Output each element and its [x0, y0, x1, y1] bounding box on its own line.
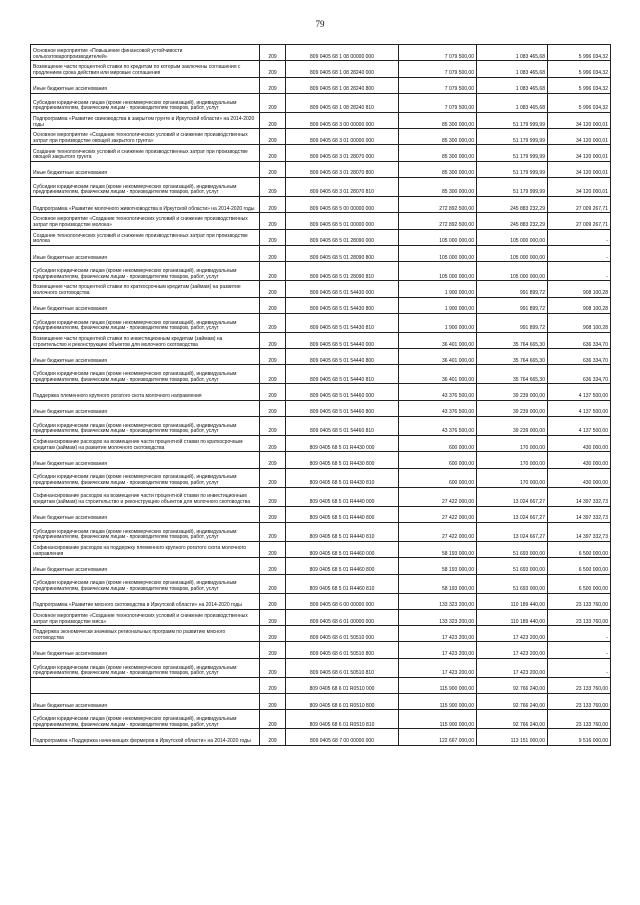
row-plan-amount-cell: 58 193 000,00 — [399, 574, 477, 593]
row-budget-code-cell: 809 0405 68 1 08 00000 000 — [286, 45, 399, 61]
row-fact-amount-cell: 17 423 200,00 — [477, 642, 548, 658]
row-name-cell — [31, 677, 260, 693]
row-remainder-amount-cell: 34 120 000,01 — [548, 161, 611, 177]
row-name-cell: Субсидии юридическим лицам (кроме некоммерческих организаций), индивидуальным предпринимателям, физическим лицам - производителям товаров, работ, услуг — [31, 468, 260, 487]
row-budget-code-cell: 809 0405 68 5 01 54430 810 — [286, 313, 399, 332]
row-remainder-amount-cell: 430 000,00 — [548, 436, 611, 452]
row-remainder-amount-cell: 27 009 267,71 — [548, 213, 611, 229]
row-ministry-code-cell: 209 — [260, 61, 286, 77]
row-name-cell: Иные бюджетные ассигнования — [31, 400, 260, 416]
row-plan-amount-cell: 1 900 000,00 — [399, 281, 477, 297]
row-plan-amount-cell: 105 000 000,00 — [399, 245, 477, 261]
row-fact-amount-cell: 991 899,72 — [477, 297, 548, 313]
row-remainder-amount-cell: 636 334,70 — [548, 349, 611, 365]
table-row — [31, 262, 611, 281]
table-row — [31, 694, 611, 710]
row-fact-amount-cell: 113 151 000,00 — [477, 729, 548, 745]
row-budget-code-cell: 809 0405 68 5 01 00000 000 — [286, 213, 399, 229]
row-ministry-code-cell: 209 — [260, 229, 286, 245]
row-ministry-code-cell: 209 — [260, 365, 286, 384]
row-ministry-code-cell: 209 — [260, 522, 286, 541]
row-remainder-amount-cell: 636 334,70 — [548, 332, 611, 348]
row-ministry-code-cell: 209 — [260, 384, 286, 400]
row-plan-amount-cell: 36 401 000,00 — [399, 365, 477, 384]
row-fact-amount-cell: 245 883 232,29 — [477, 213, 548, 229]
row-ministry-code-cell: 209 — [260, 45, 286, 61]
table-row — [31, 710, 611, 729]
row-ministry-code-cell: 209 — [260, 77, 286, 93]
table-row — [31, 77, 611, 93]
row-budget-code-cell: 809 0405 68 5 01 R4460 000 — [286, 541, 399, 557]
row-ministry-code-cell: 209 — [260, 574, 286, 593]
row-remainder-amount-cell: 34 120 000,01 — [548, 112, 611, 128]
table-row — [31, 129, 611, 145]
row-budget-code-cell: 809 0405 68 3 01 28070 800 — [286, 161, 399, 177]
page-number: 79 — [315, 19, 325, 29]
row-ministry-code-cell: 209 — [260, 145, 286, 161]
row-plan-amount-cell: 27 422 000,00 — [399, 487, 477, 506]
row-plan-amount-cell: 17 423 200,00 — [399, 626, 477, 642]
row-name-cell: Основное мероприятие «Повышение финансовой устойчивости сельхозтоваропроизводителей» — [31, 45, 260, 61]
row-plan-amount-cell: 27 422 000,00 — [399, 522, 477, 541]
table-row — [31, 506, 611, 522]
row-name-cell: Субсидии юридическим лицам (кроме некоммерческих организаций), индивидуальным предпринимателям, физическим лицам - производителям товаров, работ, услуг — [31, 313, 260, 332]
row-budget-code-cell: 809 0405 68 5 01 R4430 800 — [286, 452, 399, 468]
row-name-cell: Иные бюджетные ассигнования — [31, 452, 260, 468]
table-row — [31, 332, 611, 348]
row-name-cell: Софинансирование расходов на возмещение части процентной ставки по краткосрочным кредитам (займам) на развитие молочного скотоводства — [31, 436, 260, 452]
row-fact-amount-cell: 51 693 000,00 — [477, 558, 548, 574]
row-fact-amount-cell: 1 083 465,68 — [477, 77, 548, 93]
row-budget-code-cell: 809 0405 68 1 08 28240 810 — [286, 93, 399, 112]
row-fact-amount-cell: 51 693 000,00 — [477, 574, 548, 593]
table-row — [31, 281, 611, 297]
row-plan-amount-cell: 600 000,00 — [399, 436, 477, 452]
budget-execution-table — [30, 44, 611, 746]
table-row — [31, 349, 611, 365]
row-name-cell: Иные бюджетные ассигнования — [31, 245, 260, 261]
row-remainder-amount-cell: 27 009 267,71 — [548, 197, 611, 213]
row-budget-code-cell: 809 0405 68 5 01 R4430 000 — [286, 436, 399, 452]
row-budget-code-cell: 809 0405 68 6 01 R0510 000 — [286, 677, 399, 693]
row-fact-amount-cell: 51 179 999,99 — [477, 161, 548, 177]
row-remainder-amount-cell: - — [548, 262, 611, 281]
row-plan-amount-cell: 58 193 000,00 — [399, 541, 477, 557]
row-budget-code-cell: 809 0405 68 7 00 00000 000 — [286, 729, 399, 745]
row-plan-amount-cell: 1 900 000,00 — [399, 313, 477, 332]
row-name-cell: Возмещение части процентной ставки по кредитам по которым заключены соглашения с продлением срока действия или мировые соглашения — [31, 61, 260, 77]
row-fact-amount-cell: 39 239 000,00 — [477, 400, 548, 416]
row-name-cell: Основное мероприятие «Создание технологических условий и снижение производственных затрат при производстве мяса» — [31, 609, 260, 625]
row-ministry-code-cell: 209 — [260, 487, 286, 506]
row-remainder-amount-cell: 23 133 760,00 — [548, 593, 611, 609]
row-name-cell: Подпрограмма «Развитие мясного скотоводства в Иркутской области» на 2014-2020 годы — [31, 593, 260, 609]
row-remainder-amount-cell: - — [548, 245, 611, 261]
row-name-cell: Субсидии юридическим лицам (кроме некоммерческих организаций), индивидуальным предпринимателям, физическим лицам - производителям товаров, работ, услуг — [31, 658, 260, 677]
row-fact-amount-cell: 170 000,00 — [477, 436, 548, 452]
row-ministry-code-cell: 209 — [260, 658, 286, 677]
row-fact-amount-cell: 110 189 440,00 — [477, 593, 548, 609]
row-remainder-amount-cell: 23 133 760,00 — [548, 694, 611, 710]
row-budget-code-cell: 809 0405 68 5 01 54440 800 — [286, 349, 399, 365]
row-fact-amount-cell: 1 083 465,68 — [477, 93, 548, 112]
row-remainder-amount-cell: 4 137 500,00 — [548, 400, 611, 416]
row-budget-code-cell: 809 0405 68 6 01 50510 810 — [286, 658, 399, 677]
row-plan-amount-cell: 7 079 500,00 — [399, 77, 477, 93]
row-plan-amount-cell: 17 423 200,00 — [399, 658, 477, 677]
row-plan-amount-cell: 85 300 000,00 — [399, 129, 477, 145]
row-name-cell: Субсидии юридическим лицам (кроме некоммерческих организаций), индивидуальным предпринимателям, физическим лицам - производителям товаров, работ, услуг — [31, 365, 260, 384]
row-plan-amount-cell: 85 300 000,00 — [399, 112, 477, 128]
table-row — [31, 468, 611, 487]
row-name-cell: Иные бюджетные ассигнования — [31, 297, 260, 313]
row-name-cell: Субсидии юридическим лицам (кроме некоммерческих организаций), индивидуальным предпринимателям, физическим лицам - производителям товаров, работ, услуг — [31, 178, 260, 197]
row-fact-amount-cell: 51 179 999,99 — [477, 178, 548, 197]
table-row — [31, 417, 611, 436]
row-ministry-code-cell: 209 — [260, 112, 286, 128]
row-fact-amount-cell: 105 000 000,00 — [477, 262, 548, 281]
row-name-cell: Субсидии юридическим лицам (кроме некоммерческих организаций), индивидуальным предпринимателям, физическим лицам - производителям товаров, работ, услуг — [31, 710, 260, 729]
row-name-cell: Иные бюджетные ассигнования — [31, 642, 260, 658]
table-row — [31, 61, 611, 77]
row-budget-code-cell: 809 0405 68 5 01 28090 800 — [286, 245, 399, 261]
row-fact-amount-cell: 1 083 465,68 — [477, 45, 548, 61]
row-fact-amount-cell: 245 883 232,29 — [477, 197, 548, 213]
row-plan-amount-cell: 105 000 000,00 — [399, 262, 477, 281]
row-budget-code-cell: 809 0405 68 6 01 50510 000 — [286, 626, 399, 642]
row-fact-amount-cell: 17 423 200,00 — [477, 626, 548, 642]
row-remainder-amount-cell: 6 500 000,00 — [548, 541, 611, 557]
row-plan-amount-cell: 58 193 000,00 — [399, 558, 477, 574]
row-remainder-amount-cell: 34 120 000,01 — [548, 178, 611, 197]
row-budget-code-cell: 809 0405 68 5 01 R4440 000 — [286, 487, 399, 506]
row-name-cell: Подпрограмма «Развитие молочного животноводства в Иркутской области» на 2014-2020 годы — [31, 197, 260, 213]
row-remainder-amount-cell: 23 133 760,00 — [548, 710, 611, 729]
row-fact-amount-cell: 51 179 999,99 — [477, 112, 548, 128]
row-plan-amount-cell: 27 422 000,00 — [399, 506, 477, 522]
row-budget-code-cell: 809 0405 68 5 01 R4440 800 — [286, 506, 399, 522]
table-row — [31, 400, 611, 416]
row-fact-amount-cell: 105 000 000,00 — [477, 229, 548, 245]
row-plan-amount-cell: 43 376 500,00 — [399, 384, 477, 400]
row-remainder-amount-cell: 4 137 500,00 — [548, 384, 611, 400]
row-name-cell: Возмещение части процентной ставки по краткосрочным кредитам (займам) на развитие молочного скотоводства — [31, 281, 260, 297]
row-fact-amount-cell: 92 766 240,00 — [477, 694, 548, 710]
row-ministry-code-cell: 209 — [260, 161, 286, 177]
table-row — [31, 452, 611, 468]
row-name-cell: Иные бюджетные ассигнования — [31, 558, 260, 574]
row-plan-amount-cell: 43 376 500,00 — [399, 417, 477, 436]
row-fact-amount-cell: 92 766 240,00 — [477, 710, 548, 729]
row-fact-amount-cell: 51 179 999,99 — [477, 145, 548, 161]
row-name-cell: Возмещение части процентной ставки по инвестиционным кредитам (займам) на строительство и реконструкцию объектов для молочного скотоводства — [31, 332, 260, 348]
table-row — [31, 313, 611, 332]
row-remainder-amount-cell: 4 137 500,00 — [548, 417, 611, 436]
row-name-cell: Иные бюджетные ассигнования — [31, 694, 260, 710]
row-fact-amount-cell: 35 764 665,30 — [477, 332, 548, 348]
row-remainder-amount-cell: 14 397 332,73 — [548, 522, 611, 541]
row-ministry-code-cell: 209 — [260, 694, 286, 710]
row-name-cell: Основное мероприятие «Создание технологических условий и снижение производственных затрат при производстве овощей закрытого грунта» — [31, 129, 260, 145]
row-remainder-amount-cell: - — [548, 658, 611, 677]
row-fact-amount-cell: 991 899,72 — [477, 281, 548, 297]
row-budget-code-cell: 809 0405 68 5 01 28090 000 — [286, 229, 399, 245]
row-ministry-code-cell: 209 — [260, 593, 286, 609]
row-plan-amount-cell: 17 423 200,00 — [399, 642, 477, 658]
row-ministry-code-cell: 209 — [260, 452, 286, 468]
row-fact-amount-cell: 39 239 000,00 — [477, 384, 548, 400]
table-row — [31, 574, 611, 593]
row-ministry-code-cell: 209 — [260, 297, 286, 313]
row-ministry-code-cell: 209 — [260, 178, 286, 197]
row-plan-amount-cell: 272 892 500,00 — [399, 213, 477, 229]
row-plan-amount-cell: 133 323 200,00 — [399, 609, 477, 625]
row-name-cell: Субсидии юридическим лицам (кроме некоммерческих организаций), индивидуальным предпринимателям, физическим лицам - производителям товаров, работ, услуг — [31, 262, 260, 281]
row-ministry-code-cell: 209 — [260, 400, 286, 416]
row-name-cell: Подпрограмма «Поддержка начинающих фермеров в Иркутской области» на 2014-2020 годы — [31, 729, 260, 745]
row-fact-amount-cell: 35 764 665,30 — [477, 365, 548, 384]
row-name-cell: Субсидии юридическим лицам (кроме некоммерческих организаций), индивидуальным предпринимателям, физическим лицам - производителям товаров, работ, услуг — [31, 93, 260, 112]
row-plan-amount-cell: 85 300 000,00 — [399, 145, 477, 161]
row-ministry-code-cell: 209 — [260, 332, 286, 348]
row-fact-amount-cell: 1 083 465,68 — [477, 61, 548, 77]
table-row — [31, 729, 611, 745]
row-budget-code-cell: 809 0405 68 6 00 00000 000 — [286, 593, 399, 609]
row-budget-code-cell: 809 0405 68 5 01 54430 800 — [286, 297, 399, 313]
row-remainder-amount-cell: 5 996 034,32 — [548, 45, 611, 61]
row-remainder-amount-cell: - — [548, 626, 611, 642]
row-ministry-code-cell: 209 — [260, 558, 286, 574]
row-name-cell: Создание технологических условий и снижение производственных затрат при производстве молока — [31, 229, 260, 245]
row-remainder-amount-cell: - — [548, 229, 611, 245]
row-budget-code-cell: 809 0405 68 6 01 00000 000 — [286, 609, 399, 625]
table-row — [31, 642, 611, 658]
table-row — [31, 213, 611, 229]
row-remainder-amount-cell: 636 334,70 — [548, 365, 611, 384]
row-remainder-amount-cell: 6 500 000,00 — [548, 574, 611, 593]
row-plan-amount-cell: 85 300 000,00 — [399, 178, 477, 197]
row-budget-code-cell: 809 0405 68 6 01 R0510 810 — [286, 710, 399, 729]
row-name-cell: Подпрограмма «Развитие свиноводства в закрытом грунте в Иркутской области» на 2014-2020 годы — [31, 112, 260, 128]
row-ministry-code-cell: 209 — [260, 609, 286, 625]
row-remainder-amount-cell: 5 996 034,32 — [548, 77, 611, 93]
row-budget-code-cell: 809 0405 68 3 01 00000 000 — [286, 129, 399, 145]
row-budget-code-cell: 809 0405 68 5 01 54440 810 — [286, 365, 399, 384]
row-remainder-amount-cell: - — [548, 642, 611, 658]
row-budget-code-cell: 809 0405 68 5 01 54460 000 — [286, 384, 399, 400]
row-name-cell: Субсидии юридическим лицам (кроме некоммерческих организаций), индивидуальным предпринимателям, физическим лицам - производителям товаров, работ, услуг — [31, 574, 260, 593]
row-plan-amount-cell: 105 000 000,00 — [399, 229, 477, 245]
row-fact-amount-cell: 170 000,00 — [477, 452, 548, 468]
row-remainder-amount-cell: 14 397 332,73 — [548, 487, 611, 506]
row-plan-amount-cell: 43 376 500,00 — [399, 400, 477, 416]
row-budget-code-cell: 809 0405 68 5 01 R4440 810 — [286, 522, 399, 541]
row-name-cell: Иные бюджетные ассигнования — [31, 506, 260, 522]
row-name-cell: Поддержка племенного крупного рогатого скота молочного направления — [31, 384, 260, 400]
row-ministry-code-cell: 209 — [260, 281, 286, 297]
row-ministry-code-cell: 209 — [260, 677, 286, 693]
row-name-cell: Софинансирование расходов на поддержку племенного крупного рогатого скота молочного направления — [31, 541, 260, 557]
row-plan-amount-cell: 133 323 200,00 — [399, 593, 477, 609]
row-ministry-code-cell: 209 — [260, 541, 286, 557]
row-budget-code-cell: 809 0405 68 1 08 28240 800 — [286, 77, 399, 93]
table-row — [31, 609, 611, 625]
row-fact-amount-cell: 92 766 240,00 — [477, 677, 548, 693]
row-plan-amount-cell: 7 079 500,00 — [399, 93, 477, 112]
row-remainder-amount-cell: 430 000,00 — [548, 468, 611, 487]
row-plan-amount-cell: 600 000,00 — [399, 452, 477, 468]
table-row — [31, 558, 611, 574]
table-row — [31, 658, 611, 677]
row-name-cell: Основное мероприятие «Создание технологических условий и снижение производственных затрат при производстве молока» — [31, 213, 260, 229]
row-fact-amount-cell: 991 899,72 — [477, 313, 548, 332]
row-ministry-code-cell: 209 — [260, 436, 286, 452]
row-remainder-amount-cell: 9 516 000,00 — [548, 729, 611, 745]
table-row — [31, 245, 611, 261]
row-plan-amount-cell: 122 667 000,00 — [399, 729, 477, 745]
row-plan-amount-cell: 36 401 000,00 — [399, 332, 477, 348]
row-remainder-amount-cell: 23 133 760,00 — [548, 609, 611, 625]
table-row — [31, 161, 611, 177]
row-fact-amount-cell: 13 024 667,27 — [477, 522, 548, 541]
row-remainder-amount-cell: 6 500 000,00 — [548, 558, 611, 574]
row-ministry-code-cell: 209 — [260, 245, 286, 261]
row-name-cell: Иные бюджетные ассигнования — [31, 349, 260, 365]
row-remainder-amount-cell: 908 100,28 — [548, 313, 611, 332]
row-plan-amount-cell: 115 900 000,00 — [399, 677, 477, 693]
table-row — [31, 197, 611, 213]
row-fact-amount-cell: 105 000 000,00 — [477, 245, 548, 261]
row-budget-code-cell: 809 0405 68 5 01 28090 810 — [286, 262, 399, 281]
row-budget-code-cell: 809 0405 68 5 01 R4460 800 — [286, 558, 399, 574]
row-ministry-code-cell: 209 — [260, 642, 286, 658]
row-plan-amount-cell: 7 079 500,00 — [399, 61, 477, 77]
table-row — [31, 45, 611, 61]
table-row — [31, 297, 611, 313]
row-ministry-code-cell: 209 — [260, 710, 286, 729]
row-remainder-amount-cell: 34 120 000,01 — [548, 129, 611, 145]
row-ministry-code-cell: 209 — [260, 197, 286, 213]
table-row — [31, 112, 611, 128]
row-budget-code-cell: 809 0405 68 5 00 00000 000 — [286, 197, 399, 213]
row-name-cell: Иные бюджетные ассигнования — [31, 161, 260, 177]
row-budget-code-cell: 809 0405 68 1 08 28240 000 — [286, 61, 399, 77]
table-body — [31, 45, 611, 746]
row-budget-code-cell: 809 0405 68 5 01 R4460 810 — [286, 574, 399, 593]
row-ministry-code-cell: 209 — [260, 213, 286, 229]
row-plan-amount-cell: 7 079 500,00 — [399, 45, 477, 61]
row-remainder-amount-cell: 34 120 000,01 — [548, 145, 611, 161]
row-name-cell: Иные бюджетные ассигнования — [31, 77, 260, 93]
row-remainder-amount-cell: 5 996 034,32 — [548, 93, 611, 112]
row-fact-amount-cell: 17 423 200,00 — [477, 658, 548, 677]
table-row — [31, 384, 611, 400]
row-fact-amount-cell: 170 000,00 — [477, 468, 548, 487]
row-plan-amount-cell: 1 900 000,00 — [399, 297, 477, 313]
table-row — [31, 522, 611, 541]
row-plan-amount-cell: 85 300 000,00 — [399, 161, 477, 177]
row-budget-code-cell: 809 0405 68 3 01 28070 810 — [286, 178, 399, 197]
table-row — [31, 541, 611, 557]
row-name-cell: Субсидии юридическим лицам (кроме некоммерческих организаций), индивидуальным предпринимателям, физическим лицам - производителям товаров, работ, услуг — [31, 522, 260, 541]
row-name-cell: Поддержка экономически значимых региональных программ по развитию мясного скотоводства — [31, 626, 260, 642]
row-budget-code-cell: 809 0405 68 5 01 54460 800 — [286, 400, 399, 416]
row-plan-amount-cell: 115 900 000,00 — [399, 694, 477, 710]
row-fact-amount-cell: 13 024 667,27 — [477, 487, 548, 506]
row-ministry-code-cell: 209 — [260, 626, 286, 642]
row-plan-amount-cell: 600 000,00 — [399, 468, 477, 487]
table-row — [31, 145, 611, 161]
row-budget-code-cell: 809 0405 68 5 01 R4430 810 — [286, 468, 399, 487]
row-name-cell: Создание технологических условий и снижение производственных затрат при производстве овощей закрытого грунта — [31, 145, 260, 161]
table-row — [31, 677, 611, 693]
row-ministry-code-cell: 209 — [260, 417, 286, 436]
table-row — [31, 593, 611, 609]
row-remainder-amount-cell: 14 397 332,73 — [548, 506, 611, 522]
row-fact-amount-cell: 51 179 999,99 — [477, 129, 548, 145]
row-name-cell: Софинансирование расходов на возмещение части процентной ставки по инвестиционным кредитам (займам) на строительство и реконструкцию объектов для молочного скотоводства — [31, 487, 260, 506]
row-remainder-amount-cell: 5 996 034,32 — [548, 61, 611, 77]
row-fact-amount-cell: 39 239 000,00 — [477, 417, 548, 436]
row-remainder-amount-cell: 23 133 760,00 — [548, 677, 611, 693]
table-row — [31, 436, 611, 452]
row-fact-amount-cell: 35 764 665,30 — [477, 349, 548, 365]
row-remainder-amount-cell: 908 100,28 — [548, 297, 611, 313]
row-plan-amount-cell: 272 892 500,00 — [399, 197, 477, 213]
table-row — [31, 626, 611, 642]
table-row — [31, 365, 611, 384]
row-remainder-amount-cell: 908 100,28 — [548, 281, 611, 297]
row-budget-code-cell: 809 0405 68 5 01 54440 000 — [286, 332, 399, 348]
table-row — [31, 487, 611, 506]
table-row — [31, 93, 611, 112]
row-budget-code-cell: 809 0405 68 5 01 54460 810 — [286, 417, 399, 436]
row-ministry-code-cell: 209 — [260, 506, 286, 522]
row-ministry-code-cell: 209 — [260, 468, 286, 487]
row-budget-code-cell: 809 0405 68 3 01 28070 000 — [286, 145, 399, 161]
row-budget-code-cell: 809 0405 68 6 01 50510 800 — [286, 642, 399, 658]
row-plan-amount-cell: 36 401 000,00 — [399, 349, 477, 365]
row-ministry-code-cell: 209 — [260, 93, 286, 112]
row-ministry-code-cell: 209 — [260, 349, 286, 365]
row-plan-amount-cell: 115 900 000,00 — [399, 710, 477, 729]
row-ministry-code-cell: 209 — [260, 313, 286, 332]
table-row — [31, 229, 611, 245]
row-fact-amount-cell: 13 024 667,27 — [477, 506, 548, 522]
row-remainder-amount-cell: 430 000,00 — [548, 452, 611, 468]
row-name-cell: Субсидии юридическим лицам (кроме некоммерческих организаций), индивидуальным предпринимателям, физическим лицам - производителям товаров, работ, услуг — [31, 417, 260, 436]
row-ministry-code-cell: 209 — [260, 729, 286, 745]
row-ministry-code-cell: 209 — [260, 129, 286, 145]
row-fact-amount-cell: 51 693 000,00 — [477, 541, 548, 557]
row-budget-code-cell: 809 0405 68 5 01 54430 000 — [286, 281, 399, 297]
row-budget-code-cell: 809 0405 68 3 00 00000 000 — [286, 112, 399, 128]
row-fact-amount-cell: 110 189 440,00 — [477, 609, 548, 625]
table-row — [31, 178, 611, 197]
row-ministry-code-cell: 209 — [260, 262, 286, 281]
row-budget-code-cell: 809 0405 68 6 01 R0510 800 — [286, 694, 399, 710]
